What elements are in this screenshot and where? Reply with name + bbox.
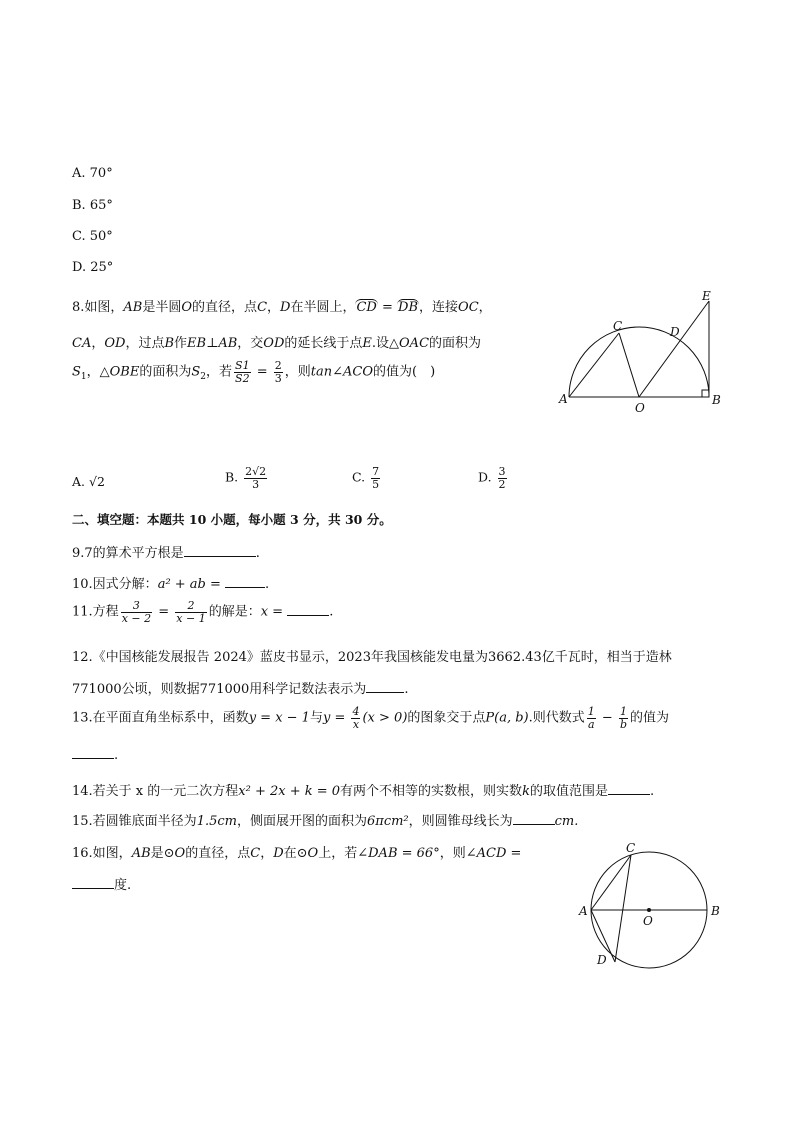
q8-line-2: CA，OD，过点B作EB⊥AB，交OD的延长线于点E.设△OAC的面积为 [72, 336, 482, 351]
q16-line-1: 16.如图，AB是⊙O的直径，点C，D在⊙O上，若∠DAB = 66°，则∠ACD = [72, 846, 522, 861]
q9: 9.7的算术平方根是 . [72, 546, 260, 561]
q7-option-b: B. 65° [72, 198, 113, 213]
segment-ac [591, 855, 631, 910]
label-a: A [579, 904, 588, 918]
q8-option-a: A. √2 [72, 474, 105, 489]
q16-line-2: 度. [72, 874, 131, 893]
label-a: A [559, 392, 568, 406]
segment-oc [619, 333, 639, 397]
q10: 10.因式分解：a² + ab = . [72, 577, 270, 592]
q16-figure [575, 836, 725, 976]
label-o: O [635, 401, 645, 415]
label-c: C [613, 319, 623, 333]
q7-option-a: A. 70° [72, 166, 113, 181]
right-angle-mark [702, 390, 709, 397]
q8-option-d: D. $\frac{3}{2}$ [478, 465, 506, 491]
q14: 14.若关于 x 的一元二次方程x² + 2x + k = 0有两个不相等的实数根，则实数k的取值范围是 . [72, 784, 655, 799]
label-d: D [670, 325, 680, 339]
q12-line-2: 771000公顷，则数据771000用科学记数法表示为 . [72, 682, 409, 697]
segment-cd [615, 855, 631, 962]
q8-figure [555, 285, 730, 415]
label-b: B [712, 393, 721, 407]
label-e: E [702, 289, 711, 303]
semicircle-arc [569, 327, 709, 397]
q13-answer-line: . [72, 748, 118, 763]
q7-option-d: D. 25° [72, 260, 114, 275]
q7-option-c: C. 50° [72, 229, 113, 244]
segment-oe [639, 301, 709, 397]
label-d: D [597, 953, 607, 967]
q8-line-1: 8.如图，AB是半圆O的直径，点C，D在半圆上，CD = DB，连接OC， [72, 300, 492, 315]
q15: 15.若圆锥底面半径为1.5cm，侧面展开图的面积为6πcm²，则圆锥母线长为 cm. [72, 814, 579, 829]
label-c: C [626, 841, 636, 855]
label-b: B [711, 904, 720, 918]
q11: 11.方程 $\frac{3}{x - 2}$ = $\frac{2}{x - 1}$ 的解是：x = . [72, 599, 334, 625]
center-dot [647, 908, 651, 912]
q8-option-c: C. $\frac{7}{5}$ [352, 465, 380, 491]
section-2-title: 二、填空题：本题共 10 小题，每小题 3 分，共 30 分。 [72, 512, 392, 527]
q13: 13.在平面直角坐标系中，函数y = x − 1与y = $\frac{4}{x}$ (x > 0)的图象交于点P(a, b).则代数式 $\frac{1}{a}$ − $\frac{1}{b}$ 的值为 [72, 705, 670, 731]
q8-line-3: $S_1$，△OBE的面积为$S_2$，若 $\frac{S1}{S2}$ = $\frac{2}{3}$ ，则tan∠ACO的值为( ) [72, 359, 436, 385]
q8-option-b: B. $\frac{2√2}{3}$ [225, 465, 267, 491]
label-o: O [643, 914, 653, 928]
q12-line-1: 12.《中国核能发展报告 2024》蓝皮书显示，2023年我国核能发电量为3662.43亿千瓦时，相当于造林 [72, 650, 672, 665]
